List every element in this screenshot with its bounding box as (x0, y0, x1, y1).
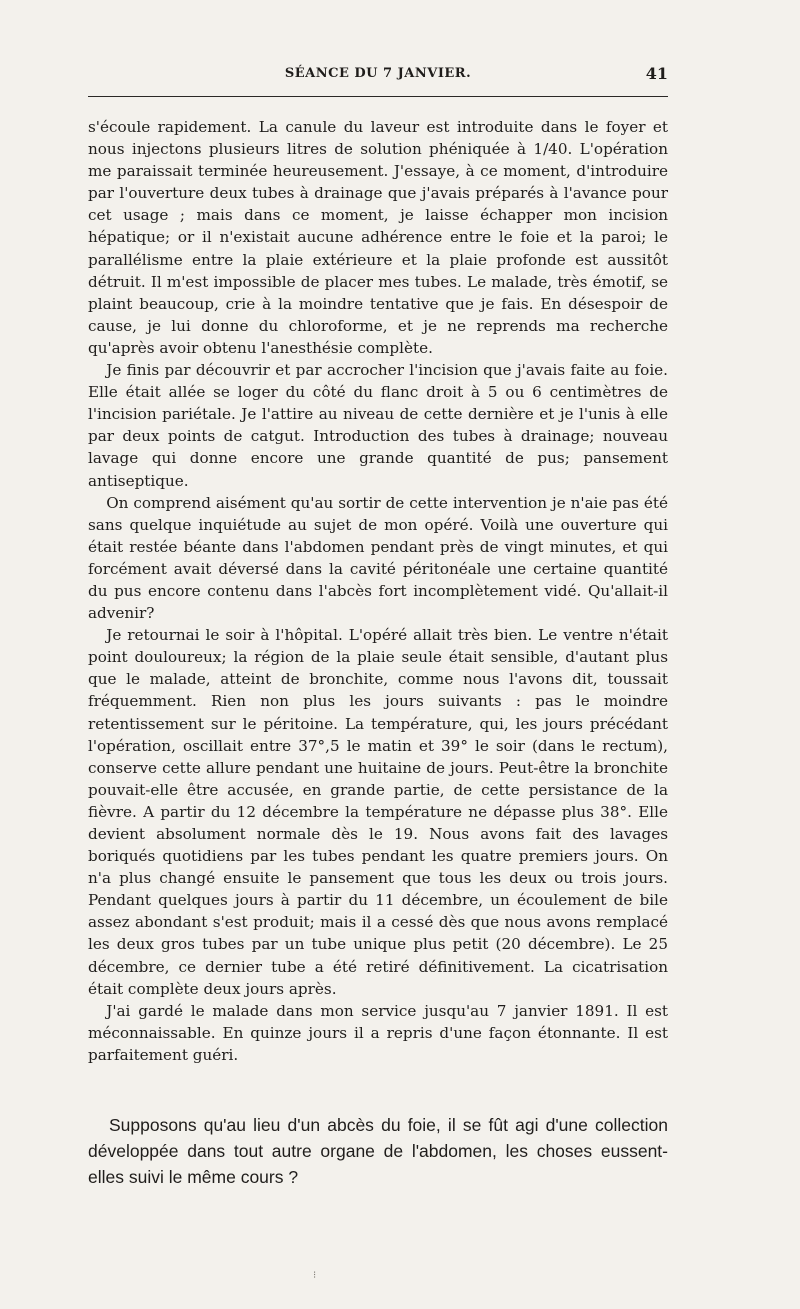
paragraph: s'écoule rapidement. La canule du laveur est introduite dans le foyer et nous injectons plusieurs litres de solution phéniquée à 1/40. L'opération me paraissait terminée heureusement. J'essaye, à ce moment, d'introduire par l'ouverture deux tubes à drainage que j'avais préparés à l'avance pour cet usage ; mais dans ce moment, je laisse échapper mon incision hépatique; or il n'existait aucune adhérence entre le foie et la paroi; le parallélisme entre la plaie extérieure et la plaie profonde est aussitôt détruit. Il m'est impossible de placer mes tubes. Le malade, très émotif, se plaint beaucoup, crie à la moindre tentative que je fais. En désespoir de cause, je lui donne du chloroforme, et je ne reprends ma recherche qu'après avoir obtenu l'anesthésie complète. (88, 118, 668, 357)
closing-paragraph: Supposons qu'au lieu d'un abcès du foie, il se fût agi d'une collection développée dans tout autre organe de l'abdomen, les choses eussent-elles suivi le même cours ? (88, 1115, 668, 1187)
paragraph: Je retournai le soir à l'hôpital. L'opéré allait très bien. Le ventre n'était point douloureux; la région de la plaie seule était sensible, d'autant plus que le malade, atteint de bronchite, comme nous l'avons dit, toussait fréquemment. Rien non plus les jours suivants : pas le moindre retentissement sur le péritoine. La température, qui, les jours précédant l'opération, oscillait entre 37°,5 le matin et 39° le soir (dans le rectum), conserve cette allure pendant une huitaine de jours. Peut-être la bronchite pouvait-elle être accusée, en grande partie, de cette persistance de la fièvre. A partir du 12 décembre la température ne dépasse plus 38°. Elle devient absolument normale dès le 19. Nous avons fait des lavages boriqués quotidiens par les tubes pendant les quatre premiers jours. On n'a plus changé ensuite le pansement que tous les deux ou trois jours. Pendant quelques jours à partir du 11 décembre, un écoulement de bile assez abondant s'est produit; mais il a cessé dès que nous avons remplacé les deux gros tubes par un tube unique plus petit (20 décembre). Le 25 décembre, ce dernier tube a été retiré définitivement. La cicatrisation était complète deux jours après. (88, 626, 668, 998)
paragraph: J'ai gardé le malade dans mon service jusqu'au 7 janvier 1891. Il est méconnaissable. En quinze jours il a repris d'une façon étonnante. Il est parfaitement guéri. (88, 1001, 668, 1064)
paragraph: Je finis par découvrir et par accrocher l'incision que j'avais faite au foie. Elle était allée se loger du côté du flanc droit à 5 ou 6 centimètres de l'incision pariétale. Je l'attire au niveau de cette dernière et je l'unis à elle par deux points de catgut. Introduction des tubes à drainage; nouveau lavage qui donne encore une grande quantité de pus; pansement antiseptique. (88, 361, 668, 490)
header-title: SÉANCE DU 7 JANVIER. (284, 66, 472, 81)
paragraph: On comprend aisément qu'au sortir de cette intervention je n'aie pas été sans quelque inquiétude au sujet de mon opéré. Voilà une ouverture qui était restée béante dans l'abdomen pendant près de vingt minutes, et qui forcément avait déversé dans la cavité péritonéale une certaine quantité du pus encore contenu dans l'abcès fort incomplètement vidé. Qu'allait-il advenir? (88, 493, 668, 623)
page-number: 41 (645, 64, 668, 83)
body-text (88, 116, 668, 1066)
paper-speck: ⁝ (313, 1270, 317, 1281)
header-rule (88, 96, 668, 97)
running-header (88, 64, 668, 88)
closing-question (88, 1112, 668, 1190)
